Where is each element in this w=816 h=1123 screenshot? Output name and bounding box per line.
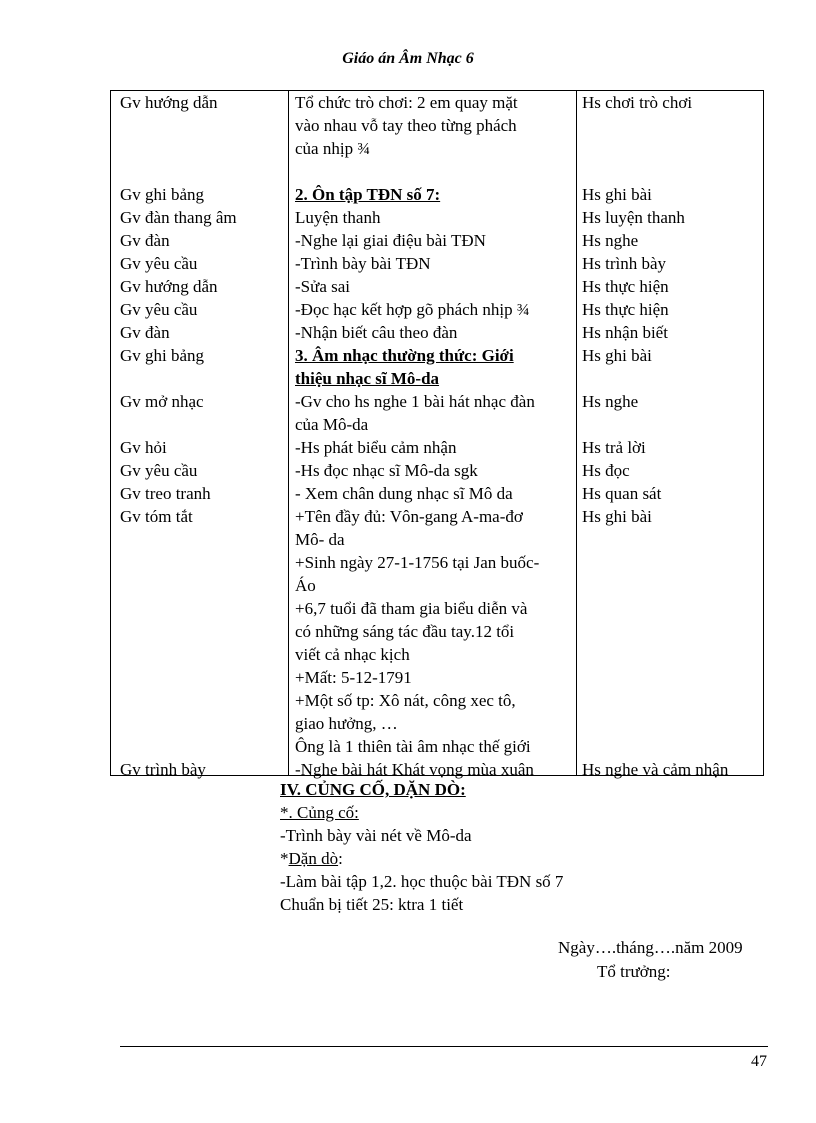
col3-line: [582, 137, 762, 160]
col2-line: Tổ chức trò chơi: 2 em quay mặt: [295, 93, 518, 112]
col1-line: [120, 413, 286, 436]
col1-line: Gv ghi bảng: [120, 185, 205, 204]
col3-line: [582, 160, 762, 183]
dando-line-2: Chuẩn bị tiết 25: ktra 1 tiết: [280, 895, 464, 914]
col1-line: Gv yêu cầu: [120, 300, 198, 319]
signature-title: Tổ trưởng:: [597, 962, 671, 981]
col2-line: [295, 160, 571, 183]
col3-line: Hs chơi trò chơi: [582, 93, 693, 112]
col1-line: Gv tóm tắt: [120, 507, 193, 526]
col1-line: Gv hướng dẫn: [120, 277, 218, 296]
col1-line: [120, 160, 286, 183]
col3-line: [582, 643, 762, 666]
cungco-label: [280, 801, 563, 824]
col1-line: [120, 689, 286, 712]
col3-line: Hs trả lời: [582, 438, 646, 457]
teacher-activity-column: [120, 91, 286, 781]
dando-star: *: [280, 849, 289, 868]
col3-line: Hs đọc: [582, 461, 630, 480]
summary-section: [280, 778, 563, 916]
col1-line: [120, 367, 286, 390]
col1-line: [120, 643, 286, 666]
col1-line: [120, 528, 286, 551]
col3-line: Hs trình bày: [582, 254, 667, 273]
col2-line: viết cả nhạc kịch: [295, 645, 410, 664]
col2-line: -Đọc hạc kết hợp gõ phách nhịp ¾: [295, 300, 530, 319]
col1-line: [120, 712, 286, 735]
col3-line: [582, 735, 762, 758]
col2-line: Mô- da: [295, 530, 345, 549]
col3-line: [582, 551, 762, 574]
col3-line: Hs thực hiện: [582, 300, 669, 319]
col1-line: [120, 574, 286, 597]
column-divider-2: [576, 91, 577, 775]
dando-colon: :: [338, 849, 343, 868]
col2-line: -Nhận biết câu theo đàn: [295, 323, 458, 342]
col1-line: Gv treo tranh: [120, 484, 211, 503]
col2-line: của Mô-da: [295, 415, 369, 434]
col3-line: [582, 620, 762, 643]
col1-line: Gv hỏi: [120, 438, 167, 457]
col3-line: [582, 689, 762, 712]
col2-line: +Sinh ngày 27-1-1756 tại Jan buốc-: [295, 553, 540, 572]
col2-line: -Hs đọc nhạc sĩ Mô-da sgk: [295, 461, 478, 480]
col1-line: [120, 620, 286, 643]
col1-line: Gv yêu cầu: [120, 461, 198, 480]
lesson-table: [110, 90, 764, 779]
col3-line: Hs luyện thanh: [582, 208, 685, 227]
col3-line: [582, 528, 762, 551]
summary-heading: IV. CỦNG CỐ, DẶN DÒ:: [280, 780, 466, 799]
col2-line: Luyện thanh: [295, 208, 381, 227]
col2-line: +Một số tp: Xô nát, công xec tô,: [295, 691, 516, 710]
col2-line: 3. Âm nhạc thường thức: Giới: [295, 346, 514, 365]
col2-line: +Mất: 5-12-1791: [295, 668, 412, 687]
col1-line: [120, 114, 286, 137]
col2-line: -Hs phát biểu cảm nhận: [295, 438, 457, 457]
col2-line: Ông là 1 thiên tài âm nhạc thế giới: [295, 737, 531, 756]
content-column: [295, 91, 571, 781]
column-divider-1: [288, 91, 289, 775]
col1-line: [120, 666, 286, 689]
footer-rule: [120, 1046, 768, 1047]
col3-line: [582, 712, 762, 735]
col2-line: của nhịp ¾: [295, 139, 371, 158]
col1-line: Gv mở nhạc: [120, 392, 204, 411]
col3-line: Hs thực hiện: [582, 277, 669, 296]
cungco-text: -Trình bày vài nét về Mô-da: [280, 826, 472, 845]
col1-line: Gv đàn thang âm: [120, 208, 237, 227]
cungco-label-text: *. Củng cố:: [280, 803, 359, 822]
signature-date: Ngày….tháng….năm 2009: [558, 938, 743, 957]
col3-line: Hs quan sát: [582, 484, 662, 503]
col2-line: có những sáng tác đầu tay.12 tổi: [295, 622, 515, 641]
page-number: 47: [751, 1053, 767, 1070]
col1-line: [120, 137, 286, 160]
document-header: Giáo án Âm Nhạc 6: [342, 50, 474, 67]
col2-line: giao hưởng, …: [295, 714, 398, 733]
col1-line: Gv yêu cầu: [120, 254, 198, 273]
col2-line: 2. Ôn tập TĐN số 7:: [295, 185, 441, 204]
col2-line: thiệu nhạc sĩ Mô-da: [295, 369, 440, 388]
col3-line: Hs nghe: [582, 392, 639, 411]
dando-label: [280, 847, 563, 870]
col2-line: -Trình bày bài TĐN: [295, 254, 431, 273]
col3-line: Hs nghe: [582, 231, 639, 250]
col3-line: Hs nhận biết: [582, 323, 668, 342]
col1-line: Gv trình bày: [120, 760, 206, 779]
col2-line: +6,7 tuổi đã tham gia biểu diễn và: [295, 599, 528, 618]
col1-line: Gv đàn: [120, 231, 170, 250]
col3-line: [582, 597, 762, 620]
col3-line: [582, 574, 762, 597]
student-activity-column: [582, 91, 762, 781]
col3-line: Hs ghi bài: [582, 185, 652, 204]
col2-line: +Tên đầy đủ: Vôn-gang A-ma-đơ: [295, 507, 523, 526]
col1-line: Gv hướng dẫn: [120, 93, 218, 112]
col3-line: [582, 413, 762, 436]
col2-line: -Gv cho hs nghe 1 bài hát nhạc đàn: [295, 392, 535, 411]
col2-line: -Nghe lại giai điệu bài TĐN: [295, 231, 486, 250]
col3-line: Hs nghe và cảm nhận: [582, 760, 729, 779]
col3-line: [582, 367, 762, 390]
col3-line: Hs ghi bài: [582, 346, 652, 365]
col3-line: [582, 666, 762, 689]
dando-label-text: Dặn dò: [288, 849, 339, 868]
col2-line: Áo: [295, 576, 316, 595]
dando-line-1: -Làm bài tập 1,2. học thuộc bài TĐN số 7: [280, 872, 564, 891]
col1-line: Gv đàn: [120, 323, 170, 342]
col1-line: [120, 551, 286, 574]
col1-line: [120, 735, 286, 758]
col3-line: Hs ghi bài: [582, 507, 652, 526]
col1-line: [120, 597, 286, 620]
col1-line: Gv ghi bảng: [120, 346, 205, 365]
col3-line: [582, 114, 762, 137]
col2-line: -Sửa sai: [295, 277, 351, 296]
col2-line: vào nhau vỗ tay theo từng phách: [295, 116, 517, 135]
col2-line: -Nghe bài hát Khát vọng mùa xuân: [295, 760, 534, 779]
col2-line: - Xem chân dung nhạc sĩ Mô da: [295, 484, 513, 503]
